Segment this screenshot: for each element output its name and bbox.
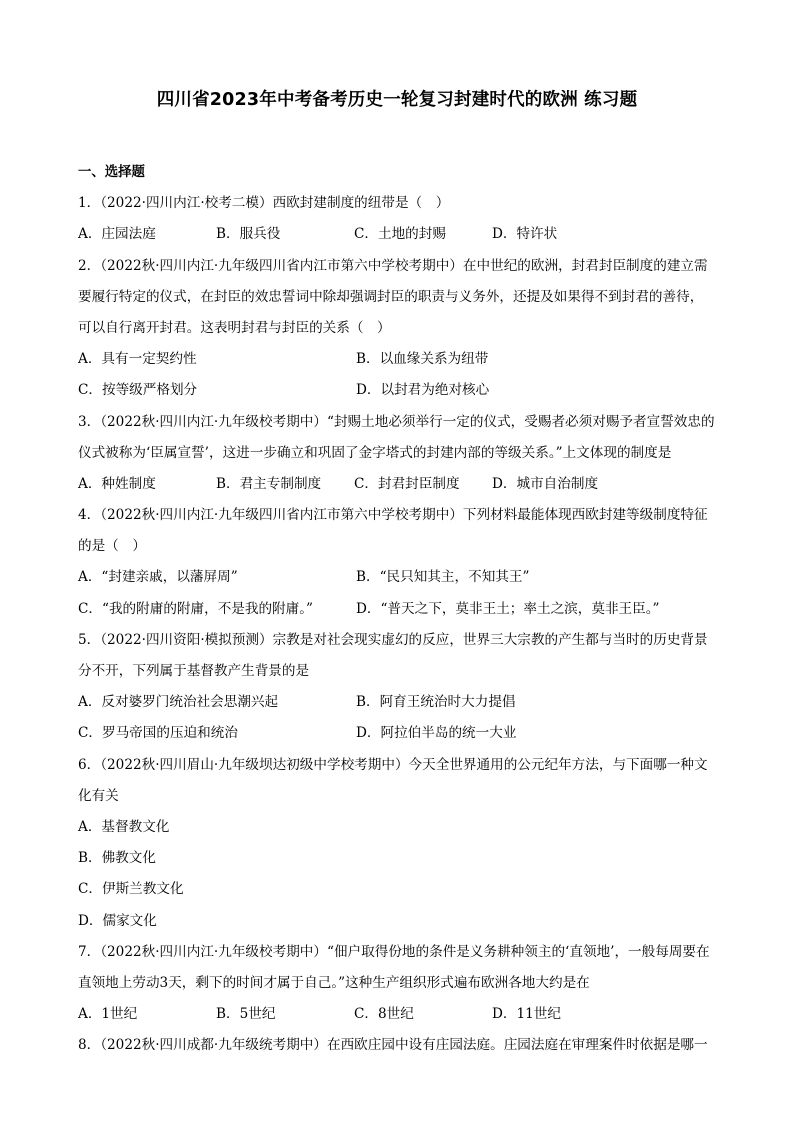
options-row xyxy=(78,812,726,843)
answer-option[interactable]: A．反对婆罗门统治社会思潮兴起 xyxy=(78,694,279,711)
answer-option[interactable]: A．基督教文化 xyxy=(78,818,170,835)
question-6 xyxy=(78,750,726,937)
answer-option[interactable]: C．“我的附庸的附庸，不是我的附庸。” xyxy=(78,600,313,617)
answer-option[interactable]: D．特许状 xyxy=(492,226,558,243)
question-5 xyxy=(78,625,726,750)
options-row xyxy=(78,687,726,718)
answer-option[interactable]: B．服兵役 xyxy=(216,226,281,243)
question-stem-line: 要履行特定的仪式，在封臣的效忠誓词中除却强调封臣的职责与义务外，还提及如果得不到封君的善待， xyxy=(78,288,704,305)
answer-option[interactable]: A．庄园法庭 xyxy=(78,226,156,243)
answer-option[interactable]: A．1世纪 xyxy=(78,1006,138,1023)
answer-option[interactable]: C．8世纪 xyxy=(354,1006,414,1023)
options-row xyxy=(78,469,726,500)
options-row xyxy=(78,375,726,406)
question-1 xyxy=(78,188,726,250)
answer-option[interactable]: B．佛教文化 xyxy=(78,850,156,867)
question-stem-line: 的是（ ） xyxy=(78,538,146,555)
answer-option[interactable]: D．儒家文化 xyxy=(78,912,157,929)
question-stem-line: 5．（2022·四川资阳·模拟预测）宗教是对社会现实虚幻的反应，世界三大宗教的产生都与当时的历史背景 xyxy=(78,631,708,648)
page-title: 四川省2023年中考备考历史一轮复习封建时代的欧洲 练习题 xyxy=(156,90,638,110)
options-row xyxy=(78,999,726,1030)
options-row xyxy=(78,843,726,874)
options-row xyxy=(78,594,726,625)
answer-option[interactable]: D．城市自治制度 xyxy=(492,475,599,492)
answer-option[interactable]: D．“普天之下，莫非王土；率土之滨，莫非王臣。” xyxy=(356,600,660,617)
section-heading: 一、选择题 xyxy=(78,165,145,180)
question-stem-line: 分不开，下列属于基督教产生背景的是 xyxy=(78,663,310,679)
answer-option[interactable]: B．阿育王统治时大力提倡 xyxy=(356,694,516,711)
options-row xyxy=(78,219,726,250)
answer-option[interactable]: B．以血缘关系为纽带 xyxy=(356,351,489,368)
answer-option[interactable]: C．按等级严格划分 xyxy=(78,382,198,399)
question-stem-line: 2．（2022秋·四川内江·九年级四川省内江市第六中学校考期中）在中世纪的欧洲，封君封臣制度的建立需 xyxy=(78,257,708,274)
question-stem-line: 可以自行离开封君。这表明封君与封臣的关系（ ） xyxy=(78,319,391,336)
question-stem-line: 仪式被称为‘臣属宣誓’，这进一步确立和巩固了金字塔式的封建内部的等级关系。”上文体现的制度是 xyxy=(78,444,672,461)
answer-option[interactable]: A．种姓制度 xyxy=(78,475,156,492)
answer-option[interactable]: C．伊斯兰教文化 xyxy=(78,881,184,898)
answer-option[interactable]: A．具有一定契约性 xyxy=(78,351,197,368)
options-row xyxy=(78,906,726,937)
question-stem-line: 化有关 xyxy=(78,787,119,804)
question-stem-line: 4．（2022秋·四川内江·九年级四川省内江市第六中学校考期中）下列材料最能体现西欧封建等级制度特征 xyxy=(78,507,708,524)
answer-option[interactable]: D．阿拉伯半岛的统一大业 xyxy=(356,725,517,742)
answer-option[interactable]: D．11世纪 xyxy=(492,1006,561,1023)
answer-option[interactable]: C．封君封臣制度 xyxy=(354,475,460,492)
question-list xyxy=(78,157,726,1061)
question-stem-line: 7．（2022秋·四川内江·九年级校考期中）“佃户取得份地的条件是义务耕种领主的‘直领地’，一般每周要在 xyxy=(78,943,710,960)
answer-option[interactable]: B．“民只知其主，不知其王” xyxy=(356,569,530,586)
answer-option[interactable]: D．以封君为绝对核心 xyxy=(356,382,490,399)
question-stem-line: 1．（2022·四川内江·校考二模）西欧封建制度的纽带是（ ） xyxy=(78,195,450,212)
question-stem-line: 直领地上劳动3天，剩下的时间才属于自己。”这种生产组织形式遍布欧洲各地大约是在 xyxy=(78,974,590,991)
options-row xyxy=(78,718,726,749)
question-stem-line: 6．（2022秋·四川眉山·九年级坝达初级中学校考期中）今天全世界通用的公元纪年方法，与下面哪一种文 xyxy=(78,756,708,773)
options-row xyxy=(78,562,726,593)
question-8 xyxy=(78,1030,726,1061)
question-2 xyxy=(78,251,726,407)
question-3 xyxy=(78,407,726,501)
answer-option[interactable]: C．土地的封赐 xyxy=(354,226,446,243)
question-4 xyxy=(78,500,726,625)
answer-option[interactable]: B．5世纪 xyxy=(216,1006,276,1023)
options-row xyxy=(78,344,726,375)
options-row xyxy=(78,874,726,905)
question-7 xyxy=(78,937,726,1031)
answer-option[interactable]: A．“封建亲戚，以藩屏周” xyxy=(78,569,238,586)
answer-option[interactable]: C．罗马帝国的压迫和统治 xyxy=(78,725,238,742)
answer-option[interactable]: B．君主专制制度 xyxy=(216,475,322,492)
question-stem-line: 3．（2022秋·四川内江·九年级校考期中）“封赐土地必须举行一定的仪式，受赐者必须对赐予者宣誓效忠的 xyxy=(78,413,715,430)
question-stem-line: 8．（2022秋·四川成都·九年级统考期中）在西欧庄园中设有庄园法庭。庄园法庭在审理案件时依据是哪一 xyxy=(78,1037,708,1054)
